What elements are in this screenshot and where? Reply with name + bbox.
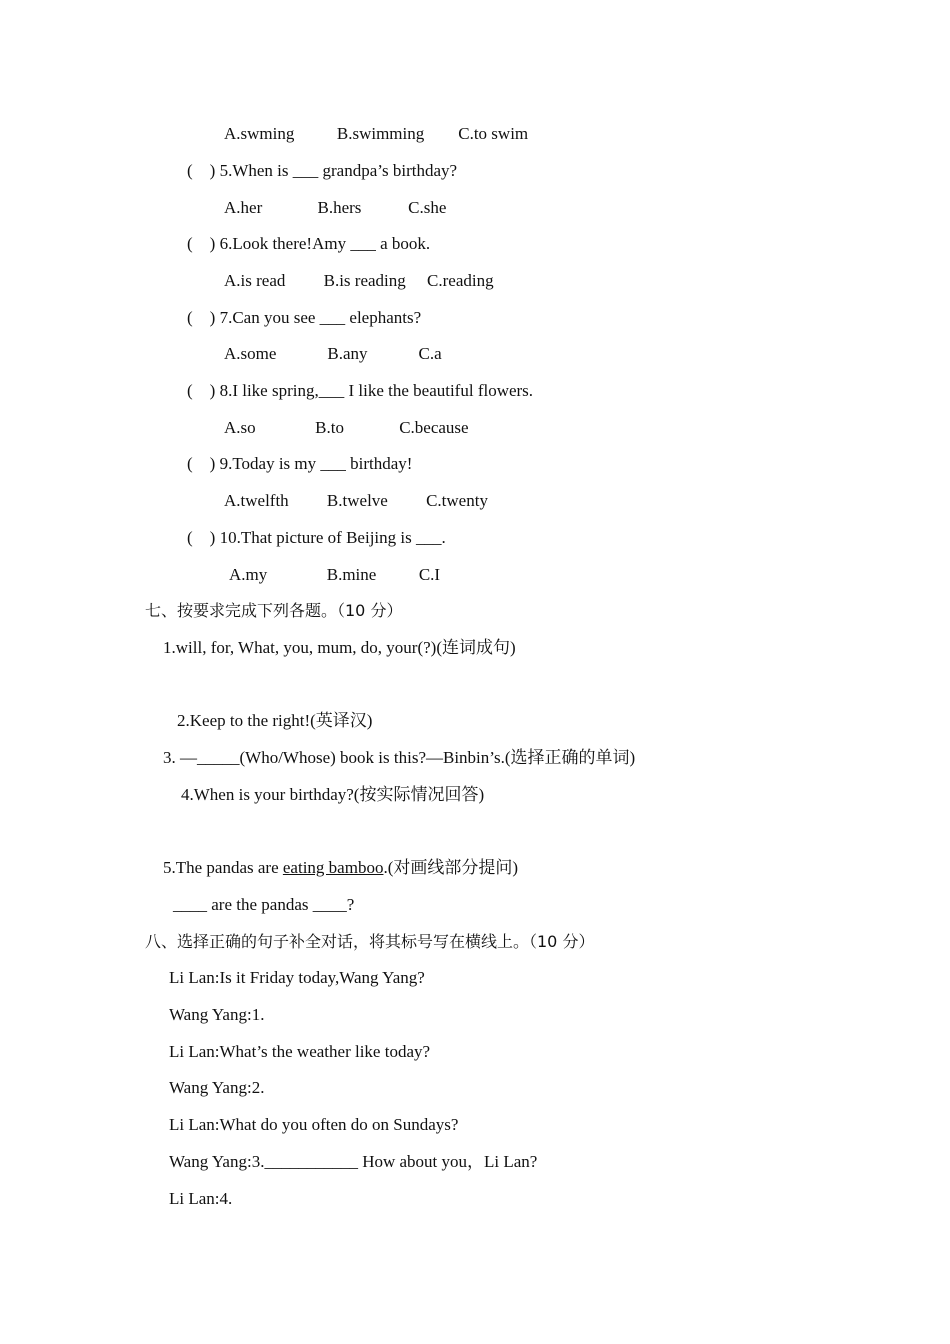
dialog-line: Li Lan:What’s the weather like today? <box>169 1042 431 1061</box>
q10-options: A.my B.mine C.I <box>229 565 441 584</box>
q5-options: A.her B.hers C.she <box>224 198 447 217</box>
q8-options: A.so B.to C.because <box>224 418 469 437</box>
dialog-line: Wang Yang:3.___________ How about you，Li Lan? <box>169 1152 538 1171</box>
section8-title: 八、选择正确的句子补全对话，将其标号写在横线上。（10 分） <box>145 932 595 951</box>
dialog-line: Wang Yang:2. <box>169 1078 265 1097</box>
section7-item3: 3. —_____(Who/Whose) book is this?—Binbin’s.(选择正确的单词) <box>163 748 636 767</box>
section7-item4: 4.When is your birthday?(按实际情况回答) <box>181 785 485 804</box>
item5-underlined-phrase: eating bamboo <box>282 858 384 877</box>
q5-stem: ( ) 5.When is ___ grandpa’s birthday? <box>187 161 458 180</box>
section7-item5-answer: ____ are the pandas ____? <box>173 895 355 914</box>
dialog-line: Li Lan:Is it Friday today,Wang Yang? <box>169 968 425 987</box>
q6-options: A.is read B.is reading C.reading <box>224 271 494 290</box>
section7-item1: 1.will, for, What, you, mum, do, your(?)(连词成句) <box>163 638 516 657</box>
q8-stem: ( ) 8.I like spring,___ I like the beautiful flowers. <box>187 381 534 400</box>
q7-stem: ( ) 7.Can you see ___ elephants? <box>187 308 422 327</box>
section7-item2: 2.Keep to the right!(英译汉) <box>177 711 373 730</box>
q9-options: A.twelfth B.twelve C.twenty <box>224 491 488 510</box>
q7-options: A.some B.any C.a <box>224 344 442 363</box>
section7-item5 <box>163 858 518 878</box>
section7-title: 七、按要求完成下列各题。（10 分） <box>145 601 403 620</box>
q6-stem: ( ) 6.Look there!Amy ___ a book. <box>187 234 431 253</box>
q10-stem: ( ) 10.That picture of Beijing is ___. <box>187 528 446 547</box>
dialog-line: Li Lan:What do you often do on Sundays? <box>169 1115 459 1134</box>
dialog-line: Li Lan:4. <box>169 1189 233 1208</box>
dialog-line: Wang Yang:1. <box>169 1005 265 1024</box>
q9-stem: ( ) 9.Today is my ___ birthday! <box>187 454 413 473</box>
item5-prefix: 5.The pandas are <box>163 858 283 877</box>
q4-options: A.swming B.swimming C.to swim <box>224 124 529 143</box>
item5-suffix: .(对画线部分提问) <box>383 858 519 877</box>
